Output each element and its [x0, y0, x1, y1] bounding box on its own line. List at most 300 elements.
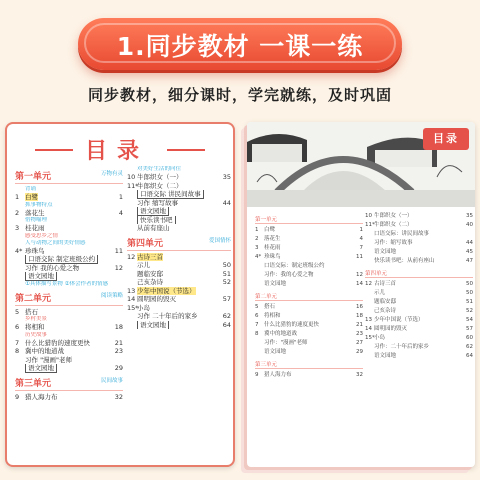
- lesson-number: [127, 321, 137, 330]
- lesson-title-text: 小岛: [137, 303, 150, 312]
- lesson-number: [255, 280, 264, 289]
- subtitle: 同步教材，细分课时，学完就练，及时巩固: [87, 86, 392, 104]
- toc-row: [127, 199, 231, 208]
- toc-row: [255, 339, 363, 348]
- toc-row: [15, 339, 123, 348]
- lesson-number: [365, 307, 374, 316]
- toc-row: [365, 307, 473, 316]
- page-number: 29: [114, 364, 123, 372]
- toc-row: [255, 253, 363, 262]
- page-number: 16: [356, 304, 363, 310]
- page-number: [219, 253, 231, 262]
- lesson-title-text: 习作 "漫画"老师: [25, 355, 73, 364]
- annotation-note: ①具体描写景物 ②体会作者的情感: [25, 280, 109, 287]
- unit-heading: 第一单元: [255, 215, 363, 224]
- lesson-number: 1: [15, 193, 20, 201]
- lesson-title: [25, 347, 111, 356]
- lesson-number: [365, 239, 374, 248]
- lesson-title: [137, 287, 219, 296]
- lesson-number: [365, 289, 374, 298]
- lesson-title: [137, 261, 219, 270]
- annotated-toc-page: [5, 122, 235, 467]
- toc-row: [15, 308, 123, 317]
- lesson-title: 落花生: [264, 236, 281, 242]
- title-deco-line-right: [167, 149, 205, 151]
- page-number: [463, 230, 473, 239]
- lesson-number: 11*: [127, 181, 139, 190]
- toc-row: [15, 393, 123, 402]
- page-number: 1: [359, 227, 363, 233]
- lesson-title-text: 语文园地: [137, 207, 169, 216]
- lesson-number: 5: [255, 304, 259, 310]
- toc-row: [127, 253, 231, 262]
- lesson-number: [255, 271, 264, 280]
- page-number: 27: [356, 340, 363, 346]
- unit-heading: [15, 169, 123, 184]
- lesson-number: 12: [127, 252, 136, 261]
- lesson-title: [137, 278, 219, 287]
- lesson-title: [137, 270, 219, 279]
- lesson-title: 少年中国说（节选）: [374, 317, 424, 323]
- annotation-note: 历史故事: [25, 331, 48, 338]
- lesson-title: 口语交际：讲民间故事: [374, 231, 430, 237]
- lesson-title: 习作：我的心爱之物: [264, 272, 314, 278]
- page-number: 12: [356, 272, 363, 278]
- lesson-title-text: 冀中的地道战: [25, 347, 64, 355]
- lesson-title: [137, 321, 219, 330]
- lesson-number: 4*: [15, 246, 23, 255]
- page-number: 45: [466, 249, 473, 255]
- lesson-title-text: 语文园地: [25, 364, 57, 373]
- lesson-number: [255, 339, 264, 348]
- lesson-title: [25, 323, 111, 332]
- page-number: 54: [466, 317, 473, 323]
- unit-heading: [127, 236, 231, 251]
- printed-left-column: [255, 212, 363, 380]
- lesson-title: 珍珠鸟: [264, 254, 281, 260]
- lesson-title-text: 习作 我的心爱之物: [25, 263, 80, 272]
- lesson-title-text: 语文园地: [137, 321, 169, 330]
- lesson-title: 小岛: [374, 335, 386, 341]
- unit-heading: 第四单元: [365, 269, 473, 278]
- title-deco-line-left: [35, 149, 73, 151]
- page-number: 7: [359, 245, 363, 251]
- lesson-number: 5: [15, 307, 20, 316]
- unit-tag: 爱国情怀: [208, 237, 231, 244]
- lesson-title: [137, 312, 219, 321]
- page-number: 50: [466, 281, 473, 287]
- lesson-number: 4*: [255, 254, 262, 260]
- toc-row: [127, 224, 231, 233]
- lesson-title-text: 口语交际 讲民间故事: [137, 190, 204, 199]
- lesson-number: [365, 343, 374, 352]
- lesson-title-text: 示儿: [137, 261, 150, 269]
- toc-row: [15, 356, 123, 365]
- lesson-title: 示儿: [374, 290, 386, 296]
- page-number: 51: [222, 269, 231, 278]
- lesson-title-text: 牛郎织女（二）: [137, 181, 183, 190]
- lesson-title: [25, 364, 111, 373]
- lesson-title: [25, 272, 111, 281]
- annotation-note: 乡村美景: [25, 316, 48, 322]
- banner-title: 1.同步教材 一课一练: [116, 32, 364, 61]
- lesson-title: 语文园地: [374, 249, 397, 255]
- page-number: 23: [114, 347, 123, 355]
- toc-row: [365, 212, 473, 221]
- toc-row: [255, 330, 363, 339]
- lesson-title: 搭石: [264, 304, 276, 310]
- lesson-title: [137, 253, 219, 262]
- page-number: 64: [222, 320, 231, 329]
- page-number: 35: [466, 213, 473, 219]
- lesson-title: [25, 264, 111, 273]
- lesson-number: 10: [365, 213, 372, 219]
- toc-row: [15, 209, 123, 218]
- toc-row: [365, 280, 473, 289]
- toc-row: [255, 312, 363, 321]
- lesson-number: [15, 264, 25, 273]
- lesson-number: 13: [365, 317, 372, 323]
- toc-row: [365, 343, 473, 352]
- lesson-title: [137, 190, 219, 199]
- page-number: [219, 207, 231, 216]
- toc-row: [127, 270, 231, 279]
- unit-label: 第四单元: [127, 238, 164, 249]
- page-number: 62: [222, 312, 231, 320]
- unit-label: 第三单元: [15, 378, 52, 389]
- page-number: 44: [466, 240, 473, 246]
- lesson-title-text: 习作 缩写故事: [137, 198, 179, 207]
- lesson-number: [255, 262, 264, 271]
- toc-row: [15, 247, 123, 256]
- toc-row: [255, 303, 363, 312]
- toc-row: [255, 244, 363, 253]
- annotation-note: 人与动物之间的美好情感: [25, 239, 86, 246]
- lesson-title: 习作：缩写故事: [374, 240, 413, 246]
- lesson-number: 7: [255, 322, 259, 328]
- lesson-title-text: 古诗三首: [137, 252, 163, 261]
- toc-row: [255, 262, 363, 271]
- toc-row: [15, 255, 123, 264]
- lesson-number: [127, 190, 137, 199]
- page-number: 23: [356, 331, 363, 337]
- lesson-title: 语文园地: [374, 353, 397, 359]
- lesson-title: [25, 339, 111, 348]
- unit-tag: 民间故事: [100, 377, 123, 384]
- lesson-number: [15, 356, 25, 365]
- page-number: 18: [356, 313, 363, 319]
- toc-left-column: [15, 166, 123, 401]
- lesson-number: 14: [365, 326, 372, 332]
- lesson-title: [137, 173, 219, 182]
- printed-right-column: [365, 212, 473, 361]
- toc-row: [365, 257, 473, 266]
- lesson-title: 古诗三首: [374, 281, 397, 287]
- lesson-title: 什么比猎豹的速度更快: [264, 322, 320, 328]
- lesson-title-text: 题临安邸: [137, 269, 163, 278]
- lesson-title-text: 少年中国说（节选）: [137, 286, 196, 295]
- page-number: 4: [359, 236, 363, 242]
- toc-row: [365, 325, 473, 334]
- toc-row: [127, 304, 231, 313]
- toc-row: [365, 248, 473, 257]
- lesson-number: [127, 216, 137, 225]
- page-number: 21: [114, 338, 123, 347]
- page-number: [111, 224, 123, 233]
- lesson-title-text: 搭石: [25, 307, 38, 316]
- lesson-title-text: 什么比猎豹的速度更快: [25, 338, 90, 347]
- page-number: 29: [356, 349, 363, 355]
- toc-row: [127, 173, 231, 182]
- lesson-title: 将相和: [264, 313, 281, 319]
- lesson-number: [127, 278, 137, 287]
- lesson-title: 题临安邸: [374, 299, 397, 305]
- lesson-number: 6: [255, 313, 259, 319]
- page-number: 64: [466, 353, 473, 359]
- lesson-title: 白鹭: [264, 227, 276, 233]
- lesson-title-text: 口语交际 制定班级公约: [25, 255, 98, 264]
- page-number: 40: [466, 222, 473, 228]
- page-number: 57: [466, 326, 473, 332]
- lesson-title-text: 白鹭: [25, 193, 38, 201]
- toc-row: [365, 230, 473, 239]
- page-number: [219, 287, 231, 296]
- lesson-title: [137, 182, 219, 191]
- unit-tag: 阅读策略: [100, 292, 123, 299]
- printed-toc-page: [247, 122, 475, 467]
- page-number: 12: [114, 263, 123, 272]
- toc-row: [127, 287, 231, 296]
- annotation-note: 借物喻理: [25, 217, 48, 223]
- toc-row: [15, 347, 123, 356]
- lesson-title-text: 猎人海力布: [25, 392, 58, 401]
- page-number: 14: [356, 281, 363, 287]
- page-number: [111, 255, 123, 264]
- page-number: [353, 262, 363, 271]
- annotation-note: 背诵: [25, 186, 37, 192]
- toc-row: [127, 190, 231, 199]
- toc-row: [15, 193, 123, 202]
- page-number: 32: [356, 372, 363, 378]
- page-number: 11: [114, 246, 123, 255]
- lesson-number: 6: [15, 323, 20, 331]
- lesson-title-text: 习作 二十年后的家乡: [137, 312, 198, 320]
- lesson-number: [127, 312, 137, 321]
- lesson-number: 10: [127, 173, 136, 181]
- page-number: [111, 308, 123, 317]
- lesson-title-text: 从前有座山: [137, 224, 170, 232]
- toc-title: 目录: [84, 139, 149, 164]
- toc-row: [365, 334, 473, 343]
- page-number: 52: [466, 308, 473, 314]
- page-number: [219, 304, 231, 313]
- lesson-title: [137, 199, 219, 208]
- page-number: 47: [466, 258, 473, 264]
- lesson-title: 猎人海力布: [264, 372, 292, 378]
- lesson-number: [365, 352, 374, 361]
- lesson-title: 冀中的地道战: [264, 331, 298, 337]
- lesson-title: [25, 356, 111, 365]
- page-number: [219, 216, 231, 225]
- lesson-title: [25, 255, 111, 264]
- lesson-title: [25, 247, 111, 256]
- lesson-number: 8: [15, 347, 20, 355]
- lesson-title: 牛郎织女（二）: [374, 222, 413, 228]
- toc-row: [365, 221, 473, 230]
- title-banner: [78, 18, 402, 70]
- annotation-note: 感受思乡之情: [25, 232, 59, 239]
- lesson-title-text: 桂花雨: [25, 224, 45, 232]
- lesson-number: [127, 261, 137, 270]
- lesson-title: 桂花雨: [264, 245, 281, 251]
- unit-heading: [15, 376, 123, 391]
- lesson-number: 9: [255, 372, 259, 378]
- lesson-number: [127, 270, 137, 279]
- page-number: [219, 190, 231, 199]
- toc-row: [15, 264, 123, 273]
- lesson-title-text: 牛郎织女（一）: [137, 173, 183, 181]
- lesson-number: [365, 257, 374, 266]
- lesson-title: [25, 209, 111, 218]
- page-number: 52: [222, 278, 231, 286]
- lesson-title: [137, 216, 219, 225]
- lesson-number: [15, 272, 25, 281]
- lesson-title: 牛郎织女（一）: [374, 213, 413, 219]
- toc-row: [255, 371, 363, 380]
- lesson-title: [25, 393, 111, 402]
- lesson-title: [25, 224, 111, 233]
- toc-row: [15, 364, 123, 373]
- toc-row: [15, 224, 123, 233]
- lesson-number: 7: [15, 338, 20, 347]
- page-number: 51: [466, 299, 473, 305]
- toc-right-column: [127, 166, 231, 329]
- lesson-number: 11*: [365, 222, 375, 228]
- lesson-title-text: 快乐读书吧: [137, 216, 176, 225]
- lesson-title: 语文园地: [264, 349, 287, 355]
- lesson-title-text: 落花生: [25, 208, 45, 217]
- lesson-title-text: 己亥杂诗: [137, 278, 163, 286]
- toc-row: [127, 278, 231, 287]
- toc-row: [127, 321, 231, 330]
- lesson-number: [255, 348, 264, 357]
- lesson-number: [365, 248, 374, 257]
- toc-row: [127, 261, 231, 270]
- toc-row: [255, 321, 363, 330]
- lesson-number: [365, 230, 374, 239]
- lesson-number: 3: [15, 224, 20, 232]
- lesson-title: 语文园地: [264, 281, 287, 287]
- toc-row: [127, 207, 231, 216]
- toc-row: [127, 295, 231, 304]
- toc-row: [365, 239, 473, 248]
- toc-row: [365, 298, 473, 307]
- lesson-number: 2: [255, 236, 259, 242]
- page-number: 35: [222, 173, 231, 181]
- page-number: 44: [222, 198, 231, 207]
- lesson-number: [127, 207, 137, 216]
- lesson-number: 1: [255, 227, 259, 233]
- lesson-number: 12: [365, 281, 372, 287]
- annotation-note: 对美好生活的向往: [137, 166, 182, 172]
- lesson-title: 习作：二十年后的家乡: [374, 344, 430, 350]
- lesson-title: 快乐读书吧：从前有座山: [374, 258, 435, 264]
- lesson-title-text: 圆明园的毁灭: [137, 295, 176, 303]
- page-number: 11: [356, 254, 363, 260]
- page-number: 32: [114, 392, 123, 401]
- toc-row: [365, 352, 473, 361]
- lesson-number: [127, 199, 137, 208]
- unit-heading: 第二单元: [255, 292, 363, 301]
- lesson-number: 9: [15, 392, 20, 401]
- lesson-title: 习作："漫画"老师: [264, 340, 308, 346]
- unit-heading: [15, 291, 123, 306]
- lesson-title-text: 语文园地: [25, 272, 57, 281]
- lesson-title: [137, 207, 219, 216]
- toc-row: [127, 216, 231, 225]
- lesson-number: 3: [255, 245, 259, 251]
- page-number: 62: [466, 344, 473, 350]
- unit-label: 第一单元: [15, 172, 52, 182]
- lesson-title: [137, 224, 219, 233]
- lesson-number: [15, 364, 25, 373]
- lesson-title: [137, 295, 219, 304]
- lesson-title-text: 珍珠鸟: [25, 246, 45, 255]
- toc-row: [365, 289, 473, 298]
- toc-row: [255, 271, 363, 280]
- page-number: 21: [356, 322, 363, 328]
- toc-row: [255, 348, 363, 357]
- page-number: 1: [118, 193, 123, 201]
- unit-tag: 万物有灵: [100, 171, 123, 177]
- unit-label: 第二单元: [15, 293, 52, 304]
- lesson-number: 14: [127, 295, 136, 303]
- lesson-title: 己亥杂诗: [374, 308, 397, 314]
- page-number: [111, 356, 123, 365]
- page-number: 50: [466, 290, 473, 296]
- lesson-number: [127, 224, 137, 233]
- page-number: 4: [118, 208, 123, 217]
- unit-heading: 第三单元: [255, 360, 363, 369]
- page-number: 60: [466, 335, 473, 341]
- lesson-number: 2: [15, 208, 20, 217]
- lesson-number: [365, 298, 374, 307]
- page-number: [111, 272, 123, 281]
- page-number: 50: [222, 261, 231, 269]
- page-number: [219, 224, 231, 233]
- toc-row: [15, 323, 123, 332]
- lesson-title: 口语交际：制定班级公约: [264, 263, 325, 269]
- lesson-title: [25, 193, 111, 202]
- lesson-number: 13: [127, 286, 136, 295]
- toc-row: [365, 316, 473, 325]
- lesson-number: 15*: [365, 335, 375, 341]
- toc-row: [255, 226, 363, 235]
- lesson-number: 8: [255, 331, 259, 337]
- page-number: 57: [222, 295, 231, 303]
- lesson-title: 圆明园的毁灭: [374, 326, 408, 332]
- toc-row: [127, 312, 231, 321]
- toc-row: [255, 235, 363, 244]
- lesson-title: [25, 308, 111, 317]
- lesson-number: 15*: [127, 303, 139, 312]
- page-number: 18: [114, 323, 123, 331]
- toc-row: [255, 280, 363, 289]
- annotation-note: 抓事物特点: [25, 201, 53, 208]
- lesson-title: [137, 304, 219, 313]
- toc-row: [127, 182, 231, 191]
- lesson-title-text: 将相和: [25, 323, 45, 331]
